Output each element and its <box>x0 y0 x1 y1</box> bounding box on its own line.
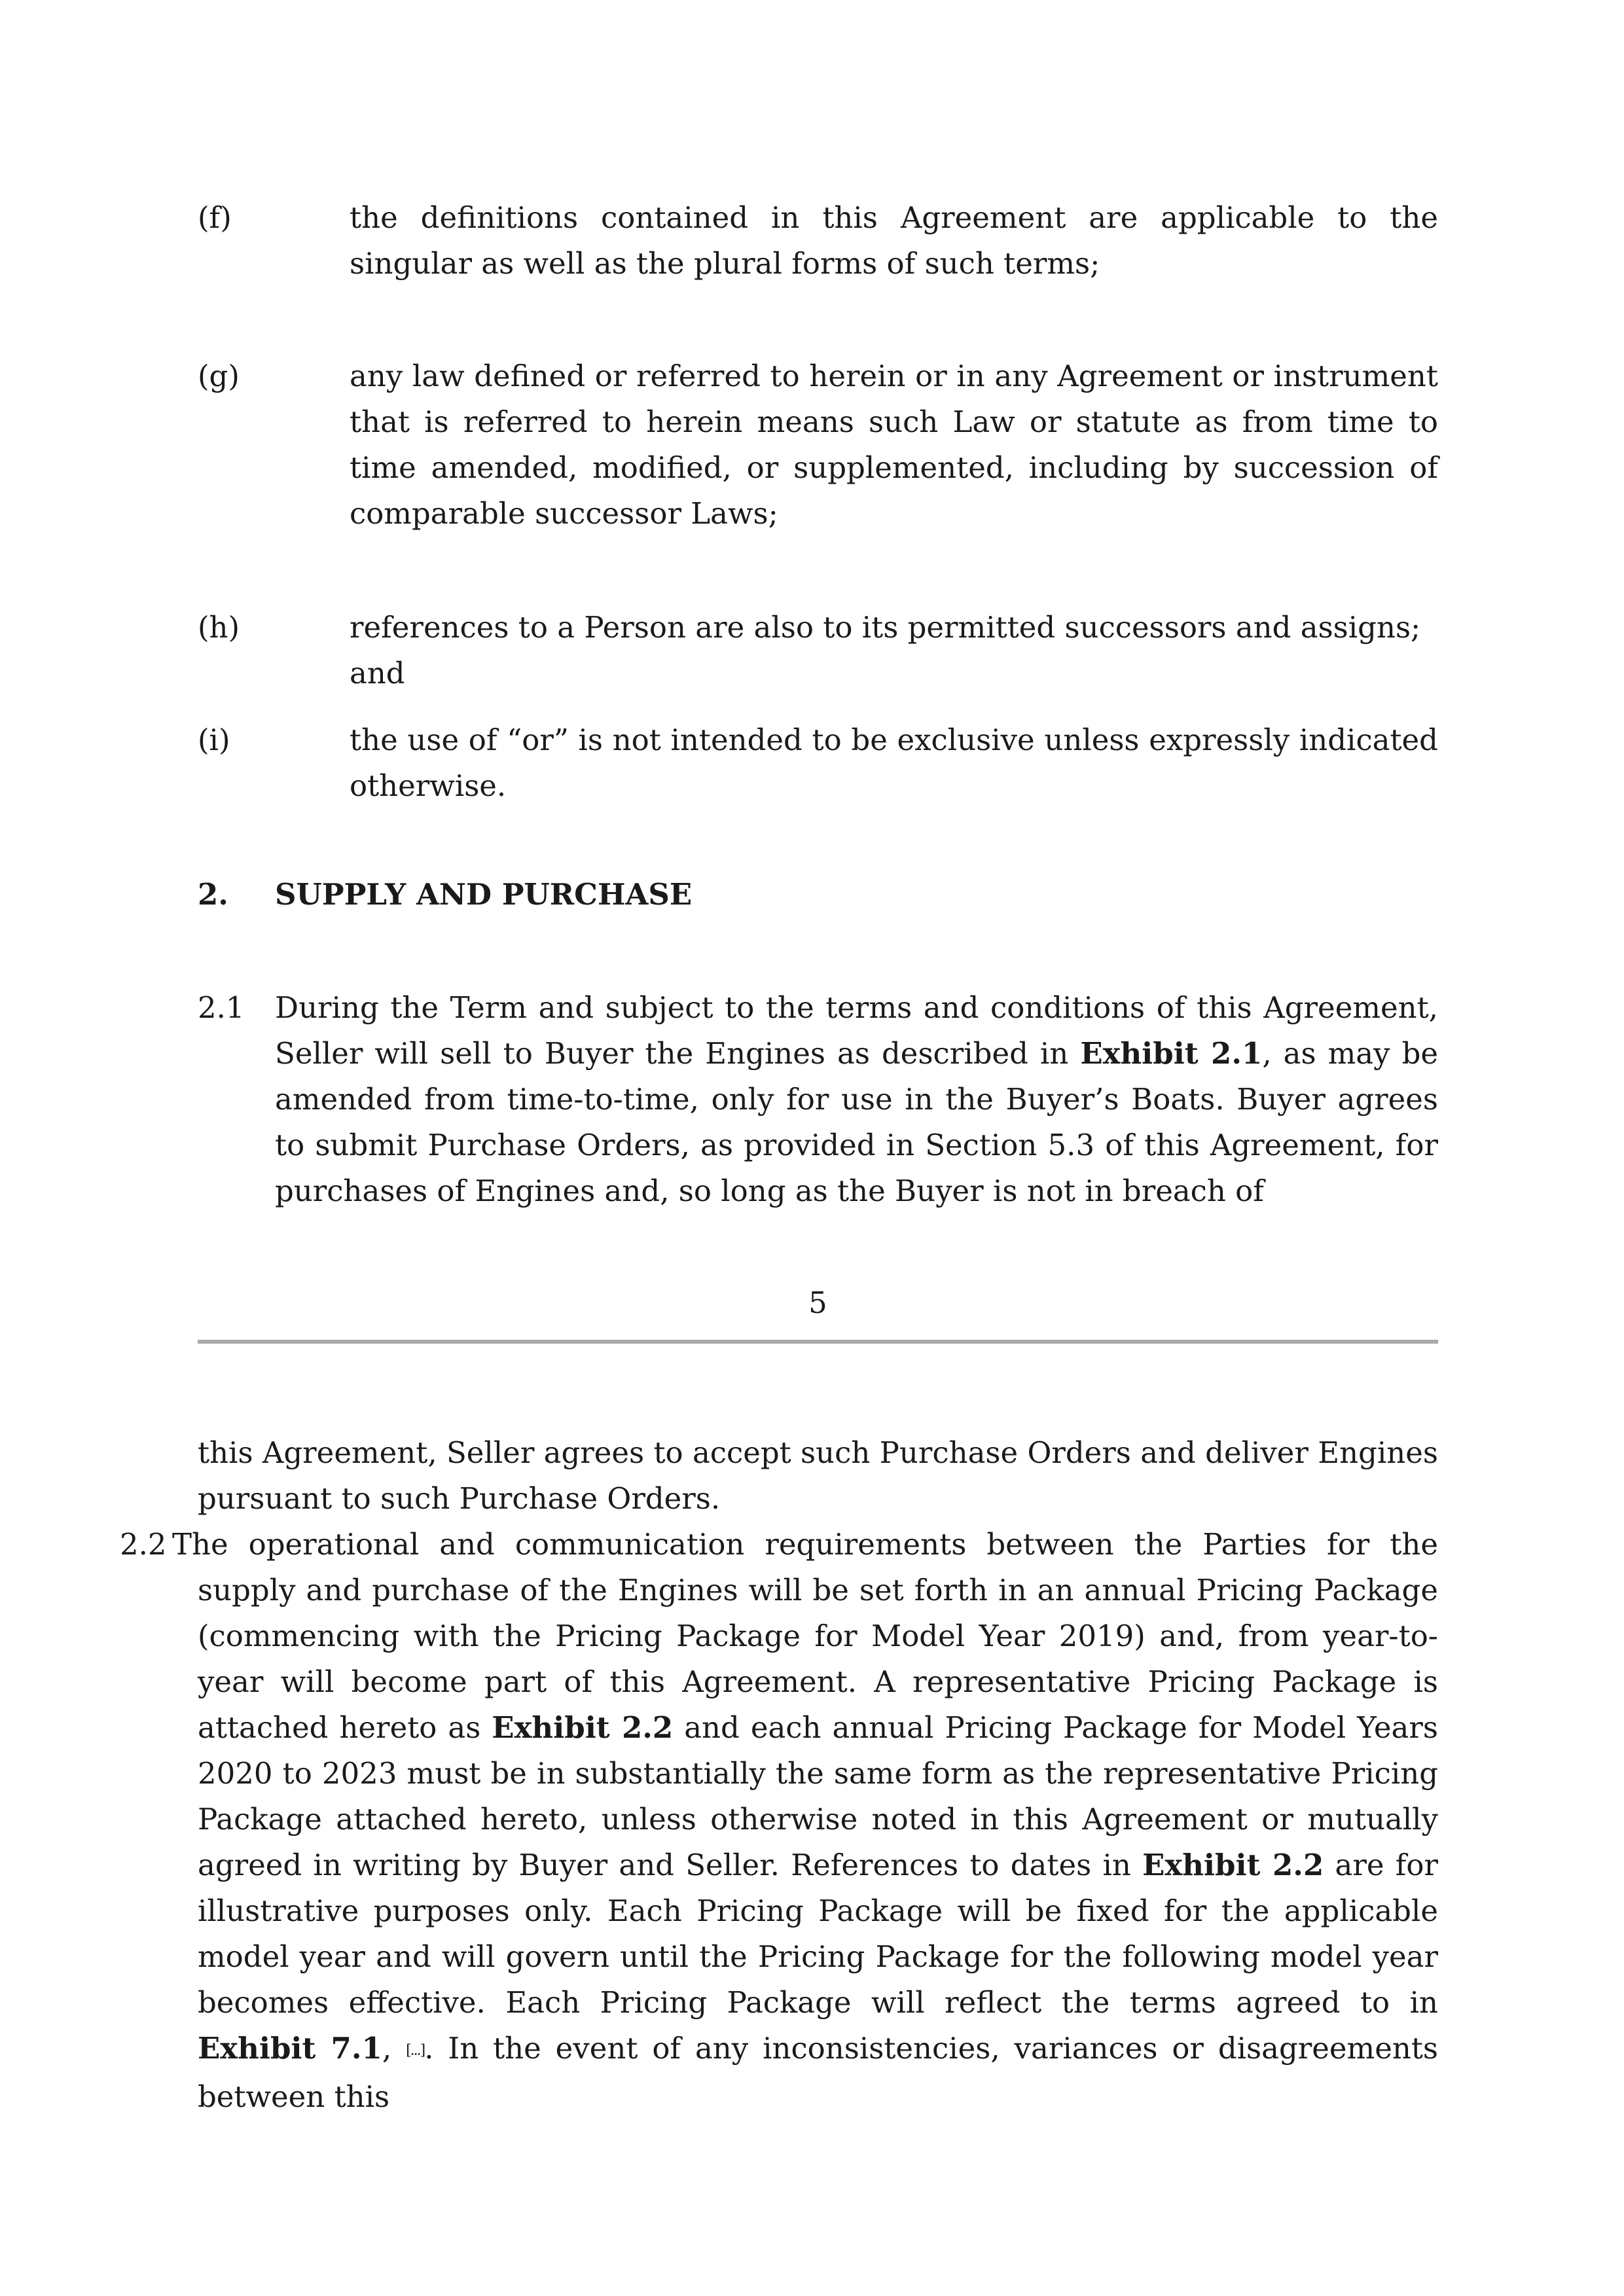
clause-number: 2.2 <box>120 1527 167 1562</box>
page-divider <box>198 1340 1438 1344</box>
list-item-text: the use of “or” is not intended to be exclusive unless expressly indicated otherwise. <box>350 723 1438 803</box>
list-item-h <box>198 605 1438 696</box>
page-number: 5 <box>808 1285 827 1320</box>
clause-text-run: The operational and communication requirements between the Parties for the supply and purchase of the Engines will be set forth in an annual Pricing Package (commencing with the Pricing Package for Model Year 2019) and, from year-to-year will become part of this Agreement. A representative Pricing Package is attached hereto as <box>172 1527 1438 1745</box>
section-heading <box>198 872 1438 918</box>
exhibit-reference: Exhibit 2.2 <box>492 1710 674 1745</box>
clause-text-run: . In the event of any inconsistencies, variances or disagreements between this <box>198 2031 1439 2114</box>
list-item-label: (f) <box>198 200 232 235</box>
list-item-label: (g) <box>198 359 240 393</box>
redaction-mark: [...] <box>406 2042 425 2059</box>
clause-number: 2.1 <box>198 990 245 1025</box>
continuation-paragraph: this Agreement, Seller agrees to accept such Purchase Orders and deliver Engines pursuant to such Purchase Orders. <box>198 1435 1438 1516</box>
list-item-i <box>198 717 1438 809</box>
list-item-text: references to a Person are also to its permitted successors and assigns; and <box>350 610 1421 691</box>
list-item-g <box>198 353 1438 537</box>
list-item-f <box>198 195 1438 287</box>
clause-text-run: are for illustrative purposes only. Each Pricing Package will be fixed for the applicable model year and will govern until the Pricing Package for the following model year becomes effective. Each Pricing Package will reflect the terms agreed to in <box>198 1848 1438 2020</box>
section-number: 2. <box>198 877 228 912</box>
clause-text-run: During the Term and subject to the terms and conditions of this Agreement, Seller will sell to Buyer the Engines as described in <box>275 990 1438 1071</box>
list-item-label: (h) <box>198 610 240 645</box>
clause-2-2 <box>120 1522 1438 2120</box>
clause-text-run: , as may be amended from time-to-time, only for use in the Buyer’s Boats. Buyer agrees to submit Purchase Orders, as provided in Section 5.3 of this Agreement, for purchases of Engines and, so long as the Buyer is not in breach of <box>275 1036 1438 1208</box>
exhibit-reference: Exhibit 7.1 <box>198 2031 382 2066</box>
clause-text <box>120 1522 1438 2120</box>
clause-text <box>275 985 1438 1214</box>
clause-text-run: and each annual Pricing Package for Model Years 2020 to 2023 must be in substantially the same form as the representative Pricing Package attached hereto, unless otherwise noted in this Agreement or mutually agreed in writing by Buyer and Seller. References to dates in <box>198 1710 1438 1882</box>
list-item-text: the definitions contained in this Agreement are applicable to the singular as well as the plural forms of such terms; <box>350 200 1438 281</box>
list-item-label: (i) <box>198 723 230 757</box>
clause-text-run: , <box>382 2031 406 2066</box>
clause-2-1 <box>198 985 1438 1214</box>
exhibit-reference: Exhibit 2.2 <box>1142 1848 1324 1882</box>
exhibit-reference: Exhibit 2.1 <box>1080 1036 1263 1071</box>
section-title: SUPPLY AND PURCHASE <box>275 877 693 912</box>
list-item-text: any law defined or referred to herein or in any Agreement or instrument that is referred to herein means such Law or statute as from time to time amended, modified, or supplemented, including by succession of comparable successor Laws; <box>350 359 1438 531</box>
